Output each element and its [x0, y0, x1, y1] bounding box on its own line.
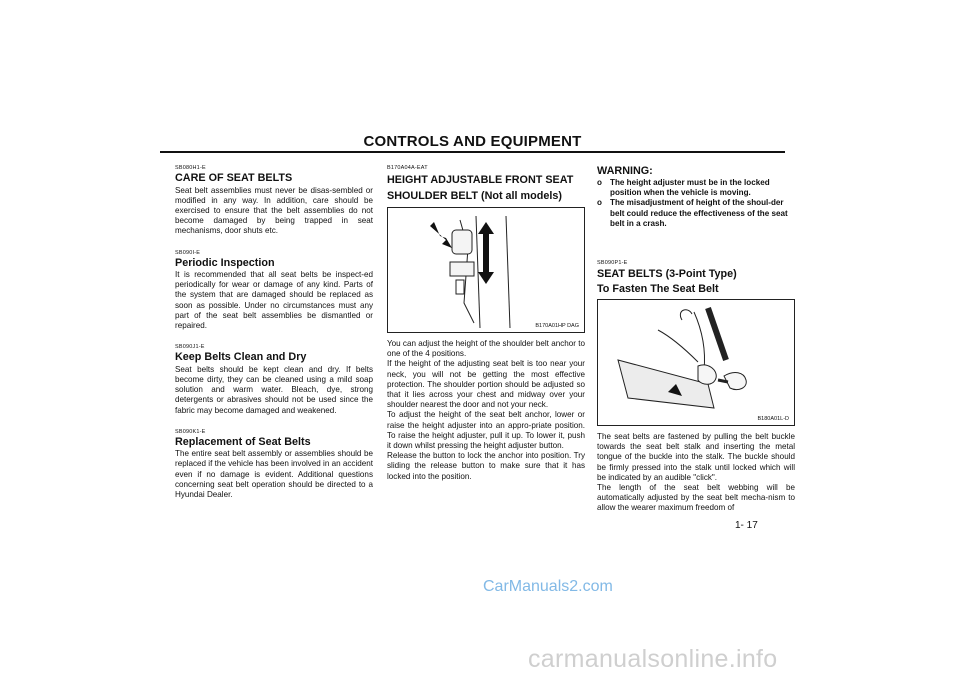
section-title: Periodic Inspection — [175, 256, 275, 269]
warning-item — [597, 198, 795, 229]
section-periodic-inspection — [175, 250, 373, 332]
section-title: HEIGHT ADJUSTABLE FRONT SEAT SHOULDER BELT (Not all models) — [387, 174, 574, 202]
page-header-title: CONTROLS AND EQUIPMENT — [363, 133, 582, 150]
bullet: o — [597, 198, 602, 208]
section-body: The seat belts are fastened by pulling the belt buckle towards the seat belt stalk and inserting the metal tongue of the buckle into the stalk. The buckle should be firmly pressed into the stalk until locked which will be indicated by an audible "click". The length of the seat belt webbing will be automatically adjusted by the seat belt mecha-nism to allow the wearer maximum freedom of — [597, 432, 795, 513]
height-adjuster-illustration — [387, 207, 585, 333]
watermark-link[interactable]: CarManuals2.com — [483, 578, 613, 595]
bullet: o — [597, 178, 602, 187]
figure-label: B180A01L-D — [757, 416, 789, 423]
section-title: Keep Belts Clean and Dry — [175, 351, 307, 364]
warning-item — [597, 178, 795, 198]
section-title: CARE OF SEAT BELTS — [175, 172, 293, 184]
section-care — [175, 165, 373, 237]
section-code: SB090I-E — [175, 249, 201, 256]
section-body: Seat belt assemblies must never be disas-sembled or modified in any way. In addition, care should be exercised to ensure that the belt assemblies do not become damaged by being trapped in seat mechanisms, door shuts etc. — [175, 185, 373, 236]
section-code: SB090J1-E — [175, 344, 205, 351]
section-clean-dry — [175, 344, 373, 416]
section-title: Replacement of Seat Belts — [175, 435, 311, 448]
header-rule — [160, 151, 785, 153]
section-body: It is recommended that all seat belts be inspect-ed periodically for wear or damage of any kind. Parts of the system that are damaged should be replaced as soon as possible. Under no circumstances must any part of the seat belt assemblies be dismantled or repaired. — [175, 270, 373, 331]
warning-text: The misadjustment of height of the shoul-der belt could reduce the effectiveness of the seat belt in a crash. — [610, 198, 788, 228]
section-body: Seat belts should be kept clean and dry. If belts become dirty, they can be cleaned using a mild soap solution and warm water. Bleach, dye, strong detergents or abrasives should not be used since the fabric may become damaged and weakened. — [175, 364, 373, 415]
warning-text: The height adjuster must be in the locked position when the vehicle is moving. — [610, 178, 770, 198]
right-column — [597, 165, 795, 514]
section-replacement — [175, 429, 373, 501]
seat-belt-drawing — [598, 300, 784, 425]
height-adjuster-drawing — [388, 208, 574, 332]
warning-box — [597, 165, 795, 229]
warning-title: WARNING: — [597, 165, 653, 177]
section-code: SB080H1-E — [175, 165, 206, 171]
section-subtitle: To Fasten The Seat Belt — [597, 283, 719, 296]
watermark-text: carmanualsonline.info — [528, 645, 778, 673]
section-code: SB090P1-E — [597, 260, 628, 267]
middle-column — [387, 165, 585, 482]
seat-belt-fastening-illustration — [597, 299, 795, 426]
section-code: SB090K1-E — [175, 428, 206, 435]
left-column — [175, 165, 373, 500]
page-number: 1- 17 — [735, 520, 758, 531]
section-body: The entire seat belt assembly or assemblies should be replaced if the vehicle has been involved in an accident even if no damage is evident. Additional questions concerning seat belt operation should be directed to a Hyundai Dealer. — [175, 449, 373, 500]
section-title: SEAT BELTS (3-Point Type) — [597, 268, 737, 281]
section-code: B170A04A-EAT — [387, 165, 428, 171]
section-body: You can adjust the height of the shoulder belt anchor to one of the 4 positions. If the height of the adjusting seat belt is too near your neck, you will not be getting the most effective protection. The shoulder portion should be adjusted so that it lies across your chest and midway over your shoulder nearest the door and not your neck. To adjust the height of the seat belt anchor, lower or raise the height adjuster into an appro-priate position. To raise the height adjuster, pull it up. To lower it, push it down whilst pressing the height adjuster button. Release the button to lock the anchor into position. Try sliding the release button to make sure that it has locked into the position. — [387, 339, 585, 481]
figure-label: B170A01HP DAG — [535, 323, 579, 329]
